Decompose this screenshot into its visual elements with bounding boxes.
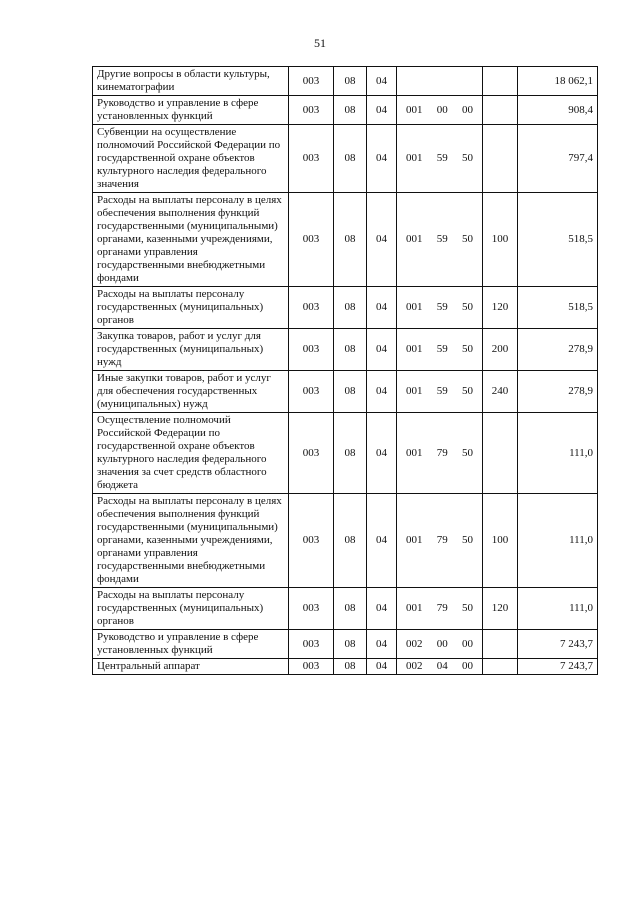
target-part: 001 [406,152,423,164]
table-row [93,371,598,413]
row-name: Руководство и управление в сфере установленных функций [93,96,289,125]
page-number: 51 [314,36,326,50]
code-target-article [397,67,483,96]
target-part: 001 [406,446,423,459]
code-ministry: 003 [289,287,334,329]
row-name: Осуществление полномочий Российской Федерации по государственной охране объектов культурного наследия федерального значения за счет средств областного бюджета [93,413,289,494]
code-subsection: 04 [367,588,397,630]
row-sum: 18 062,1 [518,67,598,96]
code-ministry: 003 [289,630,334,659]
table-row [93,67,598,96]
row-sum: 518,5 [518,287,598,329]
code-section: 08 [334,494,367,588]
target-part: 001 [406,385,423,397]
row-sum: 111,0 [518,588,598,630]
target-part: 00 [436,637,448,650]
code-target-article [397,630,483,659]
target-part: 001 [406,602,423,614]
row-sum: 797,4 [518,125,598,193]
row-sum: 111,0 [518,413,598,494]
code-expense-type: 120 [483,287,518,329]
target-part: 00 [436,103,448,116]
target-part: 002 [406,637,423,650]
row-sum: 278,9 [518,329,598,371]
code-section: 08 [334,125,367,193]
table-row [93,659,598,675]
target-part: 00 [462,660,473,672]
code-ministry: 003 [289,588,334,630]
target-part: 59 [436,301,448,313]
table-row [93,494,598,588]
code-section: 08 [334,588,367,630]
target-part: 001 [406,301,423,313]
target-part: 50 [462,301,473,313]
code-expense-type [483,125,518,193]
target-part: 79 [436,534,448,546]
target-part: 79 [436,602,448,614]
code-target-article [397,659,483,675]
code-ministry: 003 [289,193,334,287]
target-part: 59 [436,233,448,245]
code-target-article [397,193,483,287]
row-name: Субвенции на осуществление полномочий Российской Федерации по государственной охране объектов культурного наследия федерального значения [93,125,289,193]
row-sum: 7 243,7 [518,630,598,659]
row-sum: 278,9 [518,371,598,413]
table-row [93,193,598,287]
target-part: 50 [462,152,473,164]
code-ministry: 003 [289,125,334,193]
target-part: 50 [462,534,473,546]
code-target-article [397,494,483,588]
budget-table [92,66,598,675]
code-ministry: 003 [289,67,334,96]
row-name: Расходы на выплаты персоналу в целях обеспечения выполнения функций государственными (муниципальными) органами, казенными учреждениями, органами управления государственными внебюджетными фондами [93,494,289,588]
code-ministry: 003 [289,371,334,413]
code-ministry: 003 [289,96,334,125]
target-part: 59 [436,343,448,355]
code-section: 08 [334,371,367,413]
row-name: Руководство и управление в сфере установленных функций [93,630,289,659]
table-row [93,588,598,630]
code-expense-type: 100 [483,494,518,588]
code-section: 08 [334,193,367,287]
table-row [93,287,598,329]
code-subsection: 04 [367,287,397,329]
code-subsection: 04 [367,96,397,125]
row-name: Закупка товаров, работ и услуг для государственных (муниципальных) нужд [93,329,289,371]
row-name: Расходы на выплаты персоналу в целях обеспечения выполнения функций государственными (муниципальными) органами, казенными учреждениями, органами управления государственными внебюджетными фондами [93,193,289,287]
row-sum: 908,4 [518,96,598,125]
target-part: 00 [462,637,473,650]
code-section: 08 [334,96,367,125]
row-name: Другие вопросы в области культуры, кинематографии [93,67,289,96]
code-section: 08 [334,287,367,329]
row-sum: 111,0 [518,494,598,588]
code-expense-type [483,67,518,96]
code-expense-type: 240 [483,371,518,413]
table-row [93,96,598,125]
code-expense-type: 200 [483,329,518,371]
target-part: 50 [462,343,473,355]
code-subsection: 04 [367,193,397,287]
target-part: 50 [462,233,473,245]
target-part: 001 [406,103,423,116]
code-section: 08 [334,630,367,659]
code-section: 08 [334,329,367,371]
code-section: 08 [334,413,367,494]
target-part: 50 [462,446,473,459]
target-part: 00 [462,103,473,116]
table-row [93,413,598,494]
target-part: 001 [406,343,423,355]
row-name: Центральный аппарат [93,659,289,675]
target-part: 04 [436,660,448,672]
code-expense-type: 120 [483,588,518,630]
code-expense-type [483,630,518,659]
code-expense-type [483,659,518,675]
table-row [93,329,598,371]
code-ministry: 003 [289,413,334,494]
code-target-article [397,287,483,329]
code-target-article [397,96,483,125]
code-ministry: 003 [289,329,334,371]
code-expense-type: 100 [483,193,518,287]
row-name: Расходы на выплаты персоналу государственных (муниципальных) органов [93,287,289,329]
table-row [93,630,598,659]
code-subsection: 04 [367,630,397,659]
code-target-article [397,371,483,413]
target-part: 79 [436,446,448,459]
code-expense-type [483,96,518,125]
code-target-article [397,413,483,494]
code-subsection: 04 [367,659,397,675]
code-subsection: 04 [367,329,397,371]
code-target-article [397,329,483,371]
code-subsection: 04 [367,413,397,494]
target-part: 001 [406,534,423,546]
row-name: Расходы на выплаты персоналу государственных (муниципальных) органов [93,588,289,630]
row-sum: 518,5 [518,193,598,287]
code-subsection: 04 [367,67,397,96]
code-target-article [397,588,483,630]
code-section: 08 [334,659,367,675]
target-part: 50 [462,385,473,397]
target-part: 59 [436,152,448,164]
code-ministry: 003 [289,659,334,675]
code-target-article [397,125,483,193]
code-section: 08 [334,67,367,96]
target-part: 002 [406,660,423,672]
code-subsection: 04 [367,494,397,588]
target-part: 59 [436,385,448,397]
code-expense-type [483,413,518,494]
target-part: 50 [462,602,473,614]
code-ministry: 003 [289,494,334,588]
target-part: 001 [406,233,423,245]
code-subsection: 04 [367,371,397,413]
table-row [93,125,598,193]
row-name: Иные закупки товаров, работ и услуг для обеспечения государственных (муниципальных) нужд [93,371,289,413]
row-sum: 7 243,7 [518,659,598,675]
code-subsection: 04 [367,125,397,193]
